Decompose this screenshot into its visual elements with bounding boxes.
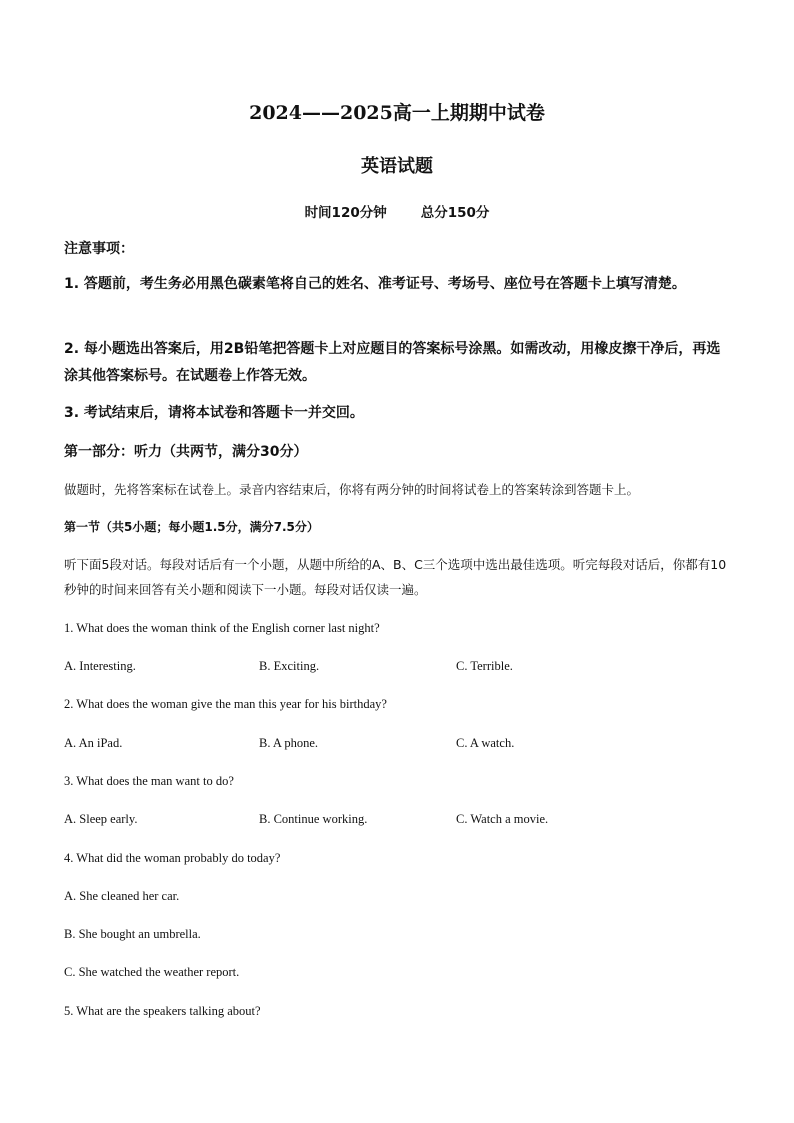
notice-item-3: 3. 考试结束后，请将本试卷和答题卡一并交回。 <box>64 405 364 421</box>
question-2-option-b: B. A phone. <box>259 736 319 750</box>
exam-total-score: 总分150分 <box>420 205 490 221</box>
exam-title: 2024——2025高一上期期中试卷 <box>249 102 545 124</box>
section1-instruction: 听下面5段对话。每段对话后有一个小题，从题中所给的A、B、C三个选项中选出最佳选项。听完每段对话后，你都有10秒钟的时间来回答有关小题和阅读下一小题。每段对话仅读一遍。 <box>64 557 727 597</box>
question-4-option-a: A. She cleaned her car. <box>64 889 180 903</box>
question-1-option-b: B. Exciting. <box>259 659 320 673</box>
question-3-option-a: A. Sleep early. <box>64 812 138 826</box>
question-4-option-c: C. She watched the weather report. <box>64 965 240 979</box>
question-2-option-a: A. An iPad. <box>64 736 123 750</box>
exam-subtitle: 英语试题 <box>361 156 433 177</box>
question-1-option-c: C. Terrible. <box>456 659 513 673</box>
question-4-option-b: B. She bought an umbrella. <box>64 927 201 941</box>
notice-heading: 注意事项： <box>64 241 134 257</box>
question-2-option-c: C. A watch. <box>456 736 515 750</box>
time-score-row <box>0 201 794 221</box>
question-3-option-b: B. Continue working. <box>259 812 368 826</box>
question-3-option-c: C. Watch a movie. <box>456 812 549 826</box>
question-3: 3. What does the man want to do? <box>64 774 234 788</box>
part1-instruction: 做题时，先将答案标在试卷上。录音内容结束后，你将有两分钟的时间将试卷上的答案转涂到答题卡上。 <box>64 482 640 497</box>
question-1-option-a: A. Interesting. <box>64 659 136 673</box>
question-1: 1. What does the woman think of the English corner last night? <box>64 621 380 635</box>
question-2: 2. What does the woman give the man this year for his birthday? <box>64 697 387 711</box>
section1-heading: 第一节（共5小题；每小题1.5分，满分7.5分） <box>64 520 319 534</box>
notice-item-2: 2. 每小题选出答案后，用2B铅笔把答题卡上对应题目的答案标号涂黑。如需改动，用橡皮擦干净后，再选涂其他答案标号。在试题卷上作答无效。 <box>64 341 721 384</box>
part1-heading: 第一部分：听力（共两节，满分30分） <box>64 444 308 460</box>
question-5: 5. What are the speakers talking about? <box>64 1004 261 1018</box>
exam-time: 时间120分钟 <box>304 205 387 221</box>
question-4: 4. What did the woman probably do today? <box>64 851 281 865</box>
notice-item-1: 1. 答题前，考生务必用黑色碳素笔将自己的姓名、准考证号、考场号、座位号在答题卡上填写清楚。 <box>64 276 686 292</box>
